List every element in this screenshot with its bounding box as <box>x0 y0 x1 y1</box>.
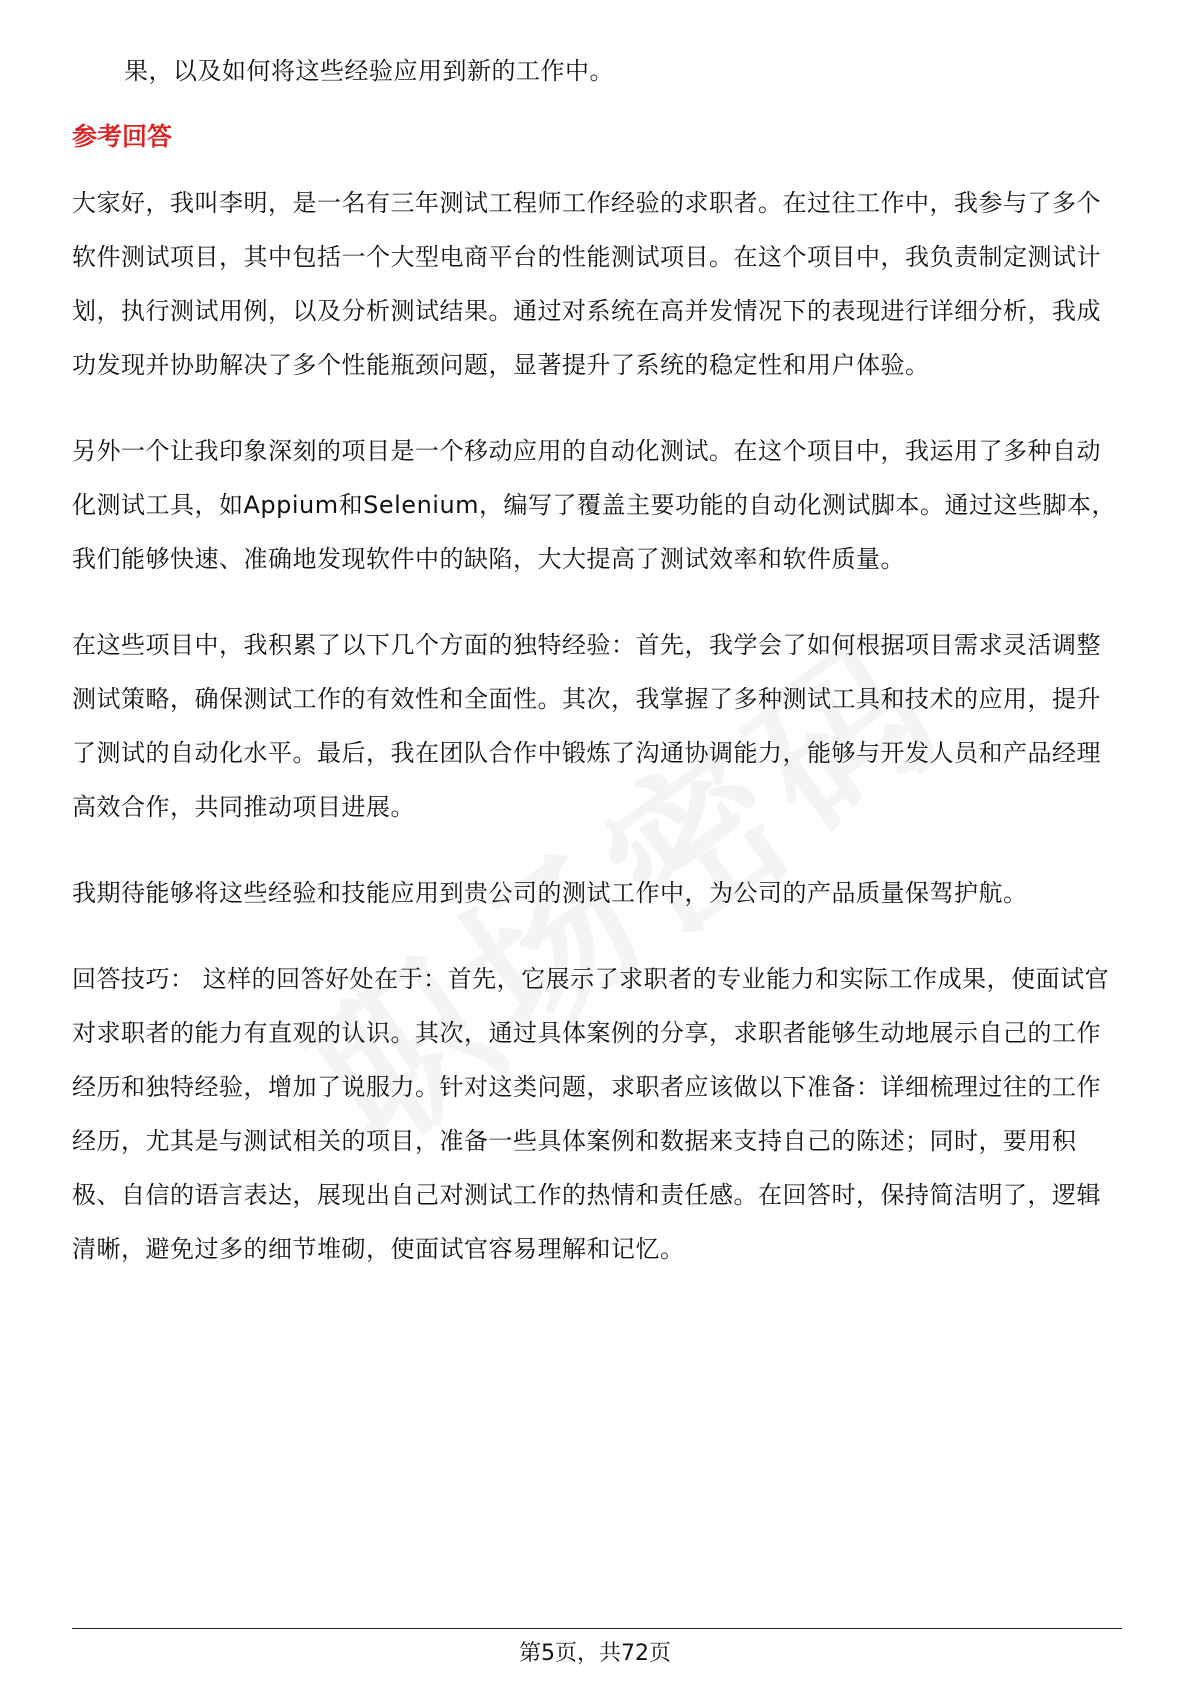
continued-line: 果，以及如何将这些经验应用到新的工作中。 <box>124 57 614 85</box>
paragraph-automation-project: 另外一个让我印象深刻的项目是一个移动应用的自动化测试。在这个项目中，我运用了多种自动化测试工具，如Appium和Selenium，编写了覆盖主要功能的自动化测试脚本。通过这些脚本，我们能够快速、准确地发现软件中的缺陷，大大提高了测试效率和软件质量。 <box>72 437 1117 573</box>
paragraph-intro: 大家好，我叫李明，是一名有三年测试工程师工作经验的求职者。在过往工作中，我参与了多个软件测试项目，其中包括一个大型电商平台的性能测试项目。在这个项目中，我负责制定测试计划，执行测试用例，以及分析测试结果。通过对系统在高并发情况下的表现进行详细分析，我成功发现并协助解决了多个性能瓶颈问题，显著提升了系统的稳定性和用户体验。 <box>72 189 1101 379</box>
paragraph-experience: 在这些项目中，我积累了以下几个方面的独特经验：首先，我学会了如何根据项目需求灵活调整测试策略，确保测试工作的有效性和全面性。其次，我掌握了多种测试工具和技术的应用，提升了测试的自动化水平。最后，我在团队合作中锻炼了沟通协调能力，能够与开发人员和产品经理高效合作，共同推动项目进展。 <box>72 631 1101 821</box>
paragraph-closing: 我期待能够将这些经验和技能应用到贵公司的测试工作中，为公司的产品质量保驾护航。 <box>72 879 1028 907</box>
footer-divider <box>72 1628 1122 1629</box>
paragraph-answer-tips: 回答技巧： 这样的回答好处在于：首先，它展示了求职者的专业能力和实际工作成果，使面试官对求职者的能力有直观的认识。其次，通过具体案例的分享，求职者能够生动地展示自己的工作经历和独特经验，增加了说服力。针对这类问题，求职者应该做以下准备：详细梳理过往的工作经历，尤其是与测试相关的项目，准备一些具体案例和数据来支持自己的陈述；同时，要用积极、自信的语言表达，展现出自己对测试工作的热情和责任感。在回答时，保持简洁明了，逻辑清晰，避免过多的细节堆砌，使面试官容易理解和记忆。 <box>72 965 1110 1263</box>
page-number: 第5页，共72页 <box>519 1641 671 1666</box>
section-title: 参考回答 <box>72 122 173 151</box>
document-body <box>72 44 1122 1276</box>
